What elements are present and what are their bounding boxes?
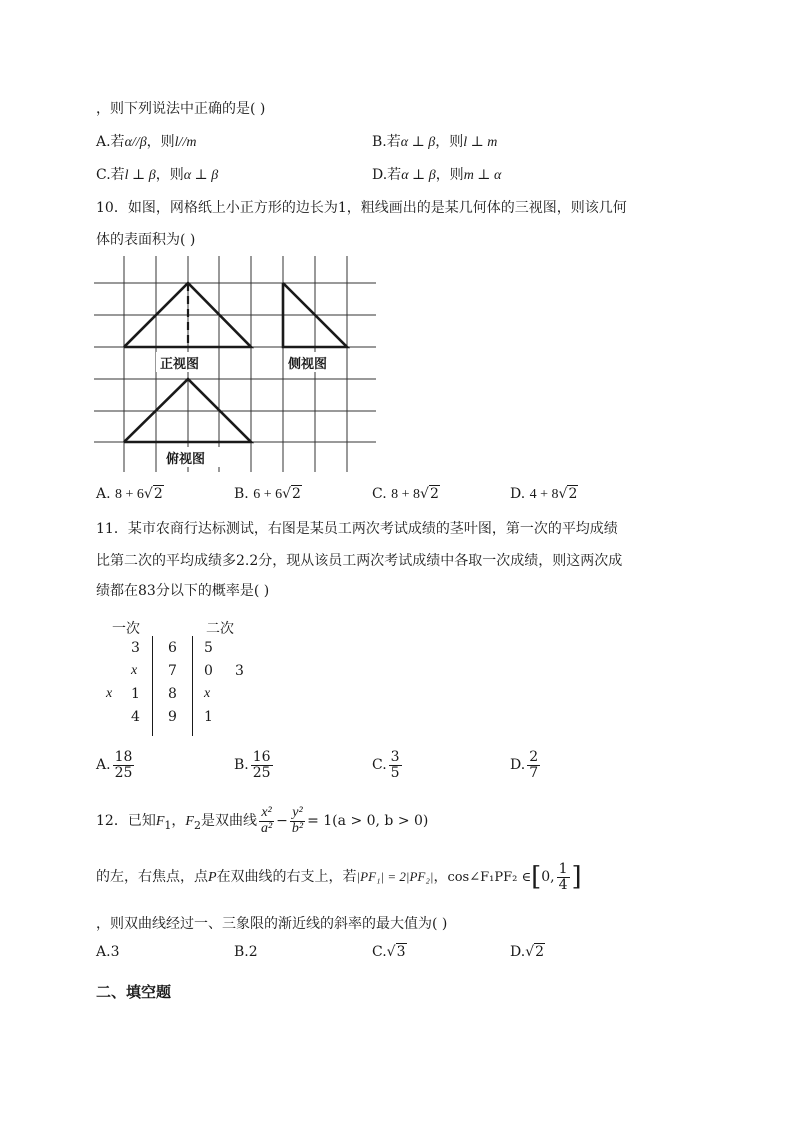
sqrt-symbol: √2 [558,486,578,502]
q12-option-c: C.√3 [372,944,406,960]
sqrt-symbol: √3 [386,944,406,960]
stemleaf-leaf-left: x [106,686,113,701]
q11-option-a: A. $\frac{18}{25}$ [96,749,133,781]
stemleaf-leaf-left: 1 [131,686,140,702]
stemleaf-leaf-right: 0 [204,663,213,679]
q12-option-d: D.√2 [510,944,545,960]
section-heading: 二、填空题 [96,983,172,1001]
q12-stem-line1: 12．已知$F_1$，$F_2$是双曲线 $\frac{\text{x²}}{\text{a²}}$ − $\frac{\text{y²}}{\text{b²}}$ = 1(a > 0, b > 0) [96,805,429,836]
q11-stem-line3: 绩都在83分以下的概率是( ) [96,583,270,599]
sqrt-symbol: √2 [282,486,301,502]
sqrt-symbol: √2 [143,486,163,502]
stemleaf-leaf-right: 5 [204,640,213,656]
stemleaf-divider-left [152,636,153,736]
q12-stem-line3: ，则双曲线经过一、三象限的渐近线的斜率的最大值为( ) [96,916,448,932]
stemleaf-leaf-left: 3 [131,640,140,656]
q12-option-a: A.3 [96,944,120,960]
q12-stem-line2: 的左，右焦点，点P在双曲线的右支上，若|PF₁| = 2|PF₂|，cos∠F₁PF₂ ∈[0, $\frac{1}{4}$ ] [96,861,582,893]
q10-option-a: A. 8 + 6√2 [96,486,163,502]
q10-option-d: D. 4 + 8√2 [510,486,578,502]
stemleaf-stem: 6 [168,640,177,656]
stemleaf-stem: 7 [168,663,177,679]
q10-option-c: C. 8 + 8√2 [372,486,439,502]
q10-stem-line2: 体的表面积为( ) [96,232,196,248]
stemleaf-leaf-right: 3 [235,663,244,679]
q9-option-c: C.若l ⊥ β，则α ⊥ β [96,167,219,183]
stemleaf-header-right: 二次 [206,621,234,637]
q9-option-b: B.若α ⊥ β，则l ⊥ m [372,134,498,150]
q10-option-b: B. 6 + 6√2 [234,486,301,502]
side-view-label: 侧视图 [288,357,328,372]
q11-stem-line2: 比第二次的平均成绩多2.2分，现从该员工两次考试成绩中各取一次成绩，则这两次成 [96,553,623,569]
q9-stem: ，则下列说法中正确的是( ) [96,101,266,117]
stemleaf-leaf-left: 4 [131,709,140,725]
front-view-label: 正视图 [160,357,200,372]
q9-option-d: D.若α ⊥ β，则m ⊥ α [372,167,502,183]
top-view-label: 俯视图 [166,452,206,467]
stemleaf-header-left: 一次 [112,621,140,637]
three-view-figure [94,256,378,474]
q11-option-c: C. $\frac{3}{5}$ [372,749,400,781]
sqrt-symbol: √2 [525,944,545,960]
stemleaf-divider-right [192,636,193,736]
q11-option-b: B. $\frac{16}{25}$ [234,749,271,781]
stemleaf-leaf-right: 1 [204,709,213,725]
stemleaf-leaf-right: x [204,686,211,701]
q11-stem-line1: 11．某市农商行达标测试，右图是某员工两次考试成绩的茎叶图，第一次的平均成绩 [96,521,618,537]
stemleaf-stem: 8 [168,686,177,702]
sqrt-symbol: √2 [420,486,439,502]
q11-option-d: D. $\frac{2}{7}$ [510,749,539,781]
q10-stem-line1: 10．如图，网格纸上小正方形的边长为1，粗线画出的是某几何体的三视图，则该几何 [96,200,627,216]
stemleaf-leaf-left: x [131,663,138,678]
q9-option-a: A.若α//β，则l//m [96,134,197,150]
stemleaf-stem: 9 [168,709,177,725]
q12-option-b: B.2 [234,944,258,960]
